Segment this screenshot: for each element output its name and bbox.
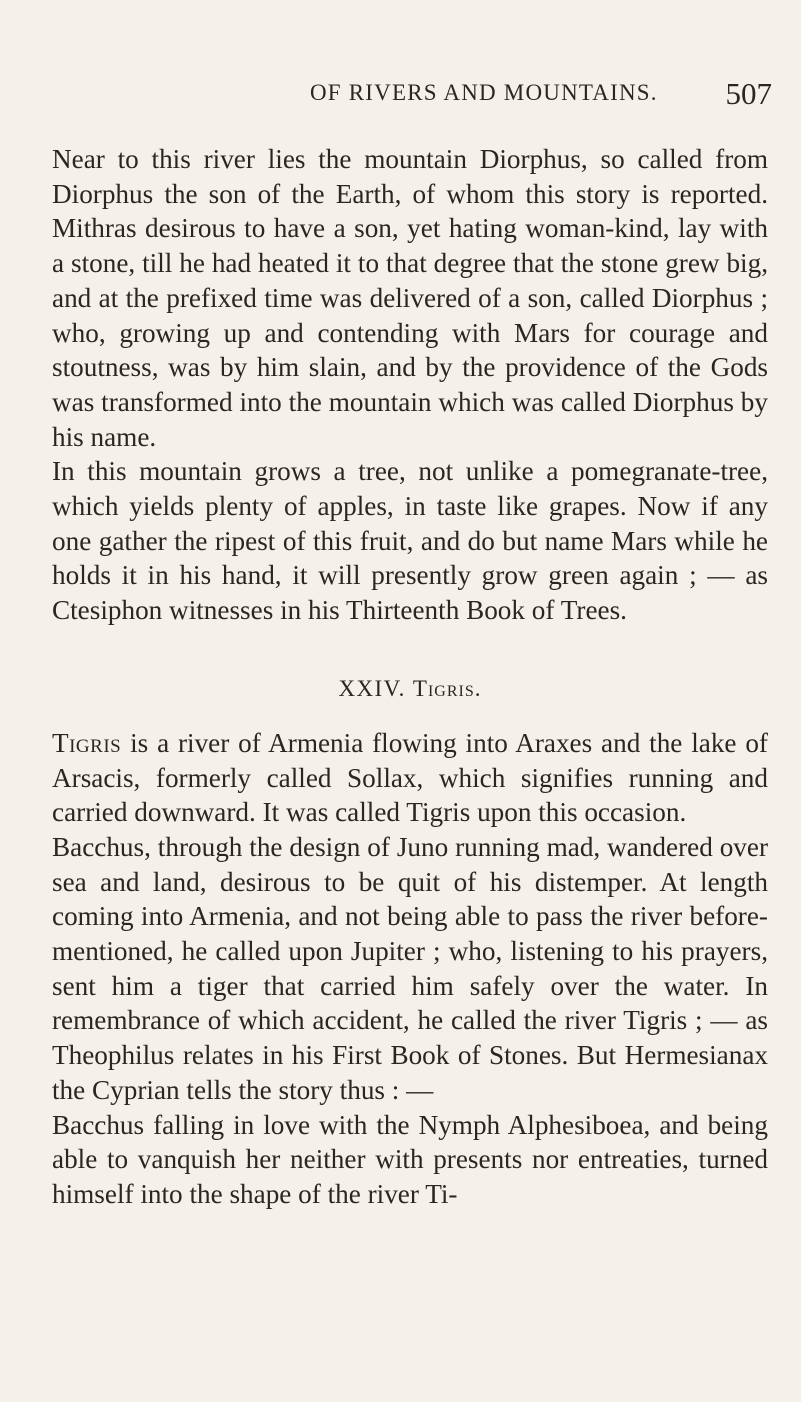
- running-head: [310, 76, 772, 120]
- paragraph-bacchus-juno: Bacchus, through the design of Juno running mad, wandered over sea and land, desirous to be quit of his distemper. At length coming into Armenia, and not being able to pass the river before-mentioned, he called upon Jupiter ; who, listening to his prayers, sent him a tiger that carried him safely over the water. In remembrance of which accident, he called the river Tigris ; — as Theophilus relates in his First Book of Stones. But Hermesianax the Cyprian tells the story thus : —: [52, 831, 768, 1105]
- paragraph-diorphus: Near to this river lies the mountain Diorphus, so called from Diorphus the son of the Earth, of whom this story is reported. Mithras desirous to have a son, yet hating woman-kind, lay with a stone, till he had heated it to that degree that the stone grew big, and at the prefixed time was delivered of a son, called Diorphus ; who, growing up and contending with Mars for courage and stoutness, was by him slain, and by the providence of the Gods was transformed into the mountain which was called Diorphus by his name.: [52, 144, 768, 452]
- section-title: Tigris.: [412, 675, 482, 701]
- section-numeral: XXIV.: [338, 675, 406, 701]
- tigris-paragraph-text: is a river of Armenia flowing into Araxes and the lake of Arsacis, formerly called Sollax, which signifies running and carried downward. It was called Tigris upon this occasion.: [52, 727, 768, 828]
- section-heading: [52, 674, 768, 704]
- paragraph-bacchus-alphesiboea: Bacchus falling in love with the Nymph Alphesiboea, and being able to vanquish her neither with presents nor entreaties, turned himself into the shape of the river Ti-: [52, 1109, 768, 1209]
- tigris-lead-word: Tigris: [52, 727, 122, 758]
- body-text: [52, 142, 768, 1212]
- paragraph-pomegranate-tree: In this mountain grows a tree, not unlike a pomegranate-tree, which yields plenty of apples, in taste like grapes. Now if any one gather the ripest of this fruit, and do but name Mars while he holds it in his hand, it will presently grow green again ; — as Ctesiphon witnesses in his Thirteenth Book of Trees.: [52, 456, 768, 626]
- running-title: OF RIVERS AND MOUNTAINS.: [310, 80, 658, 105]
- paragraph-tigris: [52, 726, 768, 830]
- page-number: 507: [725, 76, 772, 111]
